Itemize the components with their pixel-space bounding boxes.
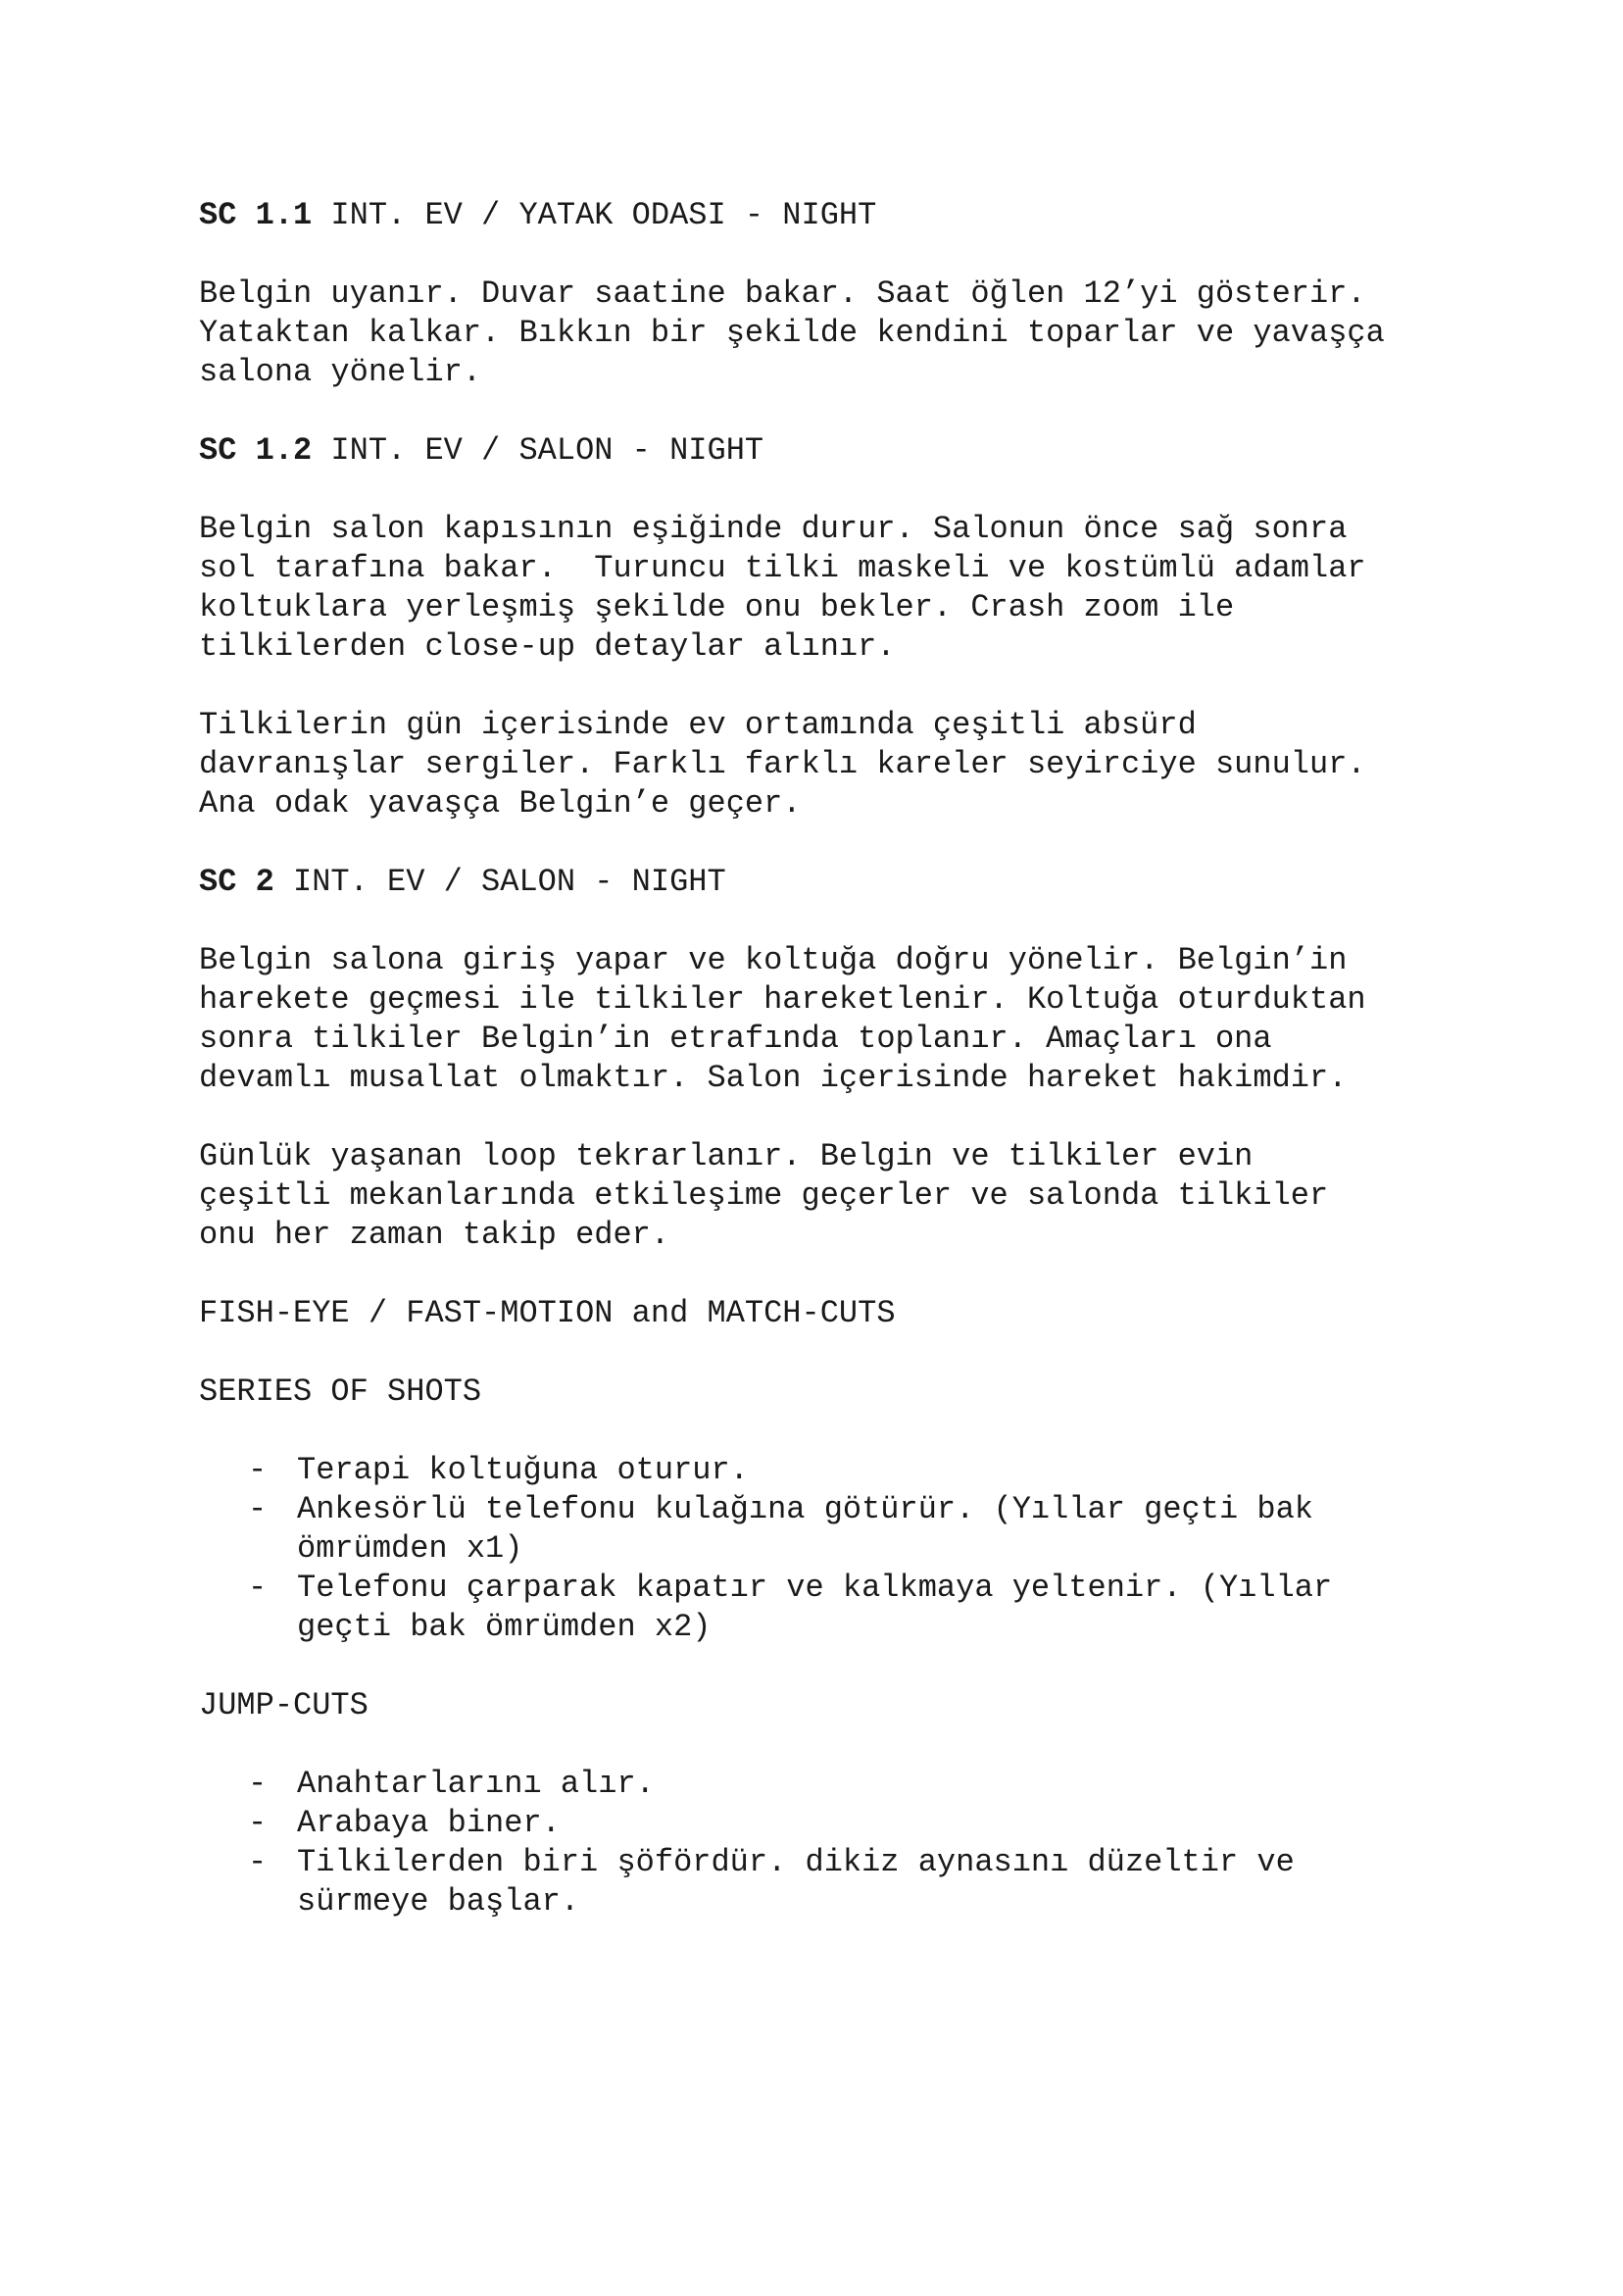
jump-cuts-list: [199, 1765, 1453, 1922]
list-item: [199, 1843, 1453, 1922]
list-item-text: Ankesörlü telefonu kulağına götürür. (Yıllar geçti bak ömrümden x1): [297, 1491, 1313, 1567]
scene-heading-text: INT. EV / SALON - NIGHT: [330, 432, 764, 469]
list-item-text: Anahtarlarını alır.: [297, 1766, 655, 1802]
bullet-dash: -: [248, 1452, 268, 1488]
list-item-text: Arabaya biner.: [297, 1805, 561, 1841]
scene-code: SC 1.1: [199, 197, 313, 233]
bullet-dash: -: [248, 1570, 268, 1606]
action-paragraph: Günlük yaşanan loop tekrarlanır. Belgin ve tilkiler evin çeşitli mekanlarında etkileşime geçerler ve salonda tilkiler onu her zaman takip eder.: [199, 1138, 1329, 1253]
bullet-dash: -: [248, 1805, 268, 1841]
scene-heading-text: INT. EV / YATAK ODASI - NIGHT: [330, 197, 877, 233]
screenplay-body: [199, 196, 1453, 1961]
list-item: [199, 1569, 1453, 1647]
list-item: [199, 1804, 1453, 1843]
scene-heading-1-2: [199, 431, 1453, 471]
scene-heading-text: INT. EV / SALON - NIGHT: [293, 864, 726, 900]
list-item-text: Terapi koltuğuna oturur.: [297, 1452, 749, 1488]
list-item-text: Telefonu çarparak kapatır ve kalkmaya yeltenir. (Yıllar geçti bak ömrümden x2): [297, 1570, 1333, 1645]
action-paragraph: Belgin salon kapısının eşiğinde durur. Salonun önce sağ sonra sol tarafına bakar. Turuncu tilki maskeli ve kostümlü adamlar koltuklara yerleşmiş şekilde onu bekler. Crash zoom ile tilkilerden close-up detaylar alınır.: [199, 511, 1366, 665]
transition-line: JUMP-CUTS: [199, 1687, 369, 1723]
transition-line: FISH-EYE / FAST-MOTION and MATCH-CUTS: [199, 1295, 896, 1331]
action-paragraph: Belgin salona giriş yapar ve koltuğa doğru yönelir. Belgin’in harekete geçmesi ile tilkiler hareketlenir. Koltuğa oturduktan sonra tilkiler Belgin’in etrafında toplanır. Amaçları ona devamlı musallat olmaktır. Salon içerisinde hareket hakimdir.: [199, 942, 1366, 1096]
action-paragraph: Tilkilerin gün içerisinde ev ortamında çeşitli absürd davranışlar sergiler. Farklı farklı kareler seyirciye sunulur. Ana odak yavaşça Belgin’e geçer.: [199, 707, 1366, 822]
scene-code: SC 1.2: [199, 432, 313, 469]
list-item: [199, 1451, 1453, 1490]
scene-code: SC 2: [199, 864, 274, 900]
list-item: [199, 1490, 1453, 1569]
bullet-dash: -: [248, 1844, 268, 1880]
series-of-shots-list: [199, 1451, 1453, 1647]
scene-heading-1-1: [199, 196, 1453, 235]
list-item: [199, 1765, 1453, 1804]
list-item-text: Tilkilerden biri şöfördür. dikiz aynasını düzeltir ve sürmeye başlar.: [297, 1844, 1295, 1920]
scene-heading-2: [199, 863, 1453, 902]
bullet-dash: -: [248, 1766, 268, 1802]
bullet-dash: -: [248, 1491, 268, 1527]
transition-line: SERIES OF SHOTS: [199, 1373, 482, 1410]
action-paragraph: Belgin uyanır. Duvar saatine bakar. Saat öğlen 12’yi gösterir. Yataktan kalkar. Bıkkın bir şekilde kendini toparlar ve yavaşça salona yönelir.: [199, 275, 1385, 390]
